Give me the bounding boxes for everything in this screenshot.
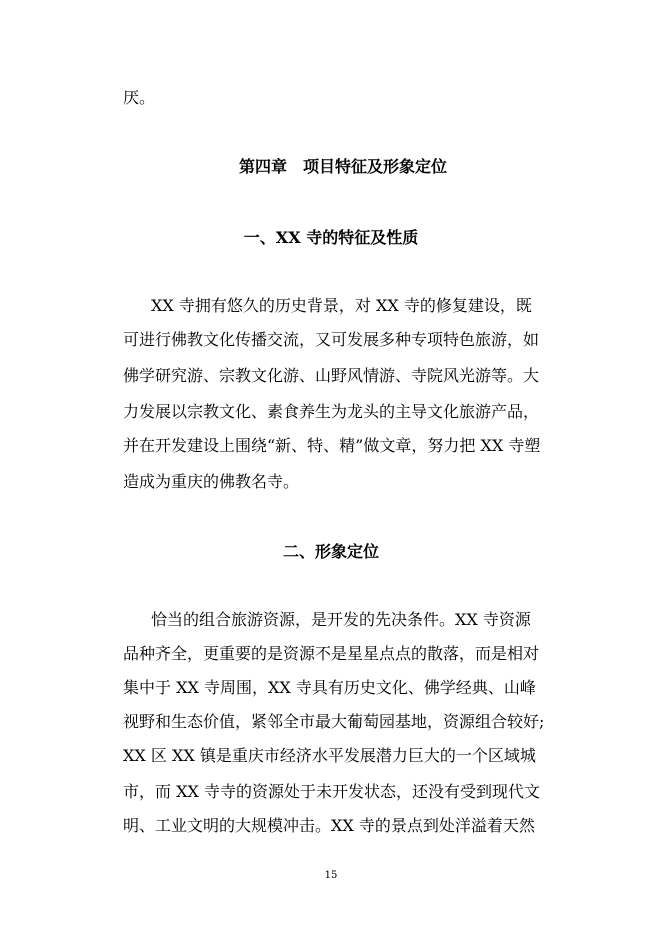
section-1-title: 一、XX 寺的特征及性质 (243, 228, 419, 247)
section-2-paragraph-line: 视野和生态价值，紧邻全市最大葡萄园基地，资源组合较好; (123, 712, 545, 731)
chapter-title: 第四章 项目特征及形象定位 (238, 157, 447, 176)
section-1-paragraph-line: 并在开发建设上围绕“新、特、精”做文章，努力把 XX 寺塑 (123, 436, 541, 455)
section-2-paragraph-line: 集中于 XX 寺周围，XX 寺具有历史文化、佛学经典、山峰 (123, 678, 536, 697)
page-number: 15 (324, 870, 338, 881)
section-2-paragraph-line: 品种齐全，更重要的是资源不是星星点点的散落，而是相对 (123, 644, 540, 663)
section-2-paragraph-line: 市，而 XX 寺寺的资源处于未开发状态，还没有受到现代文 (123, 782, 540, 801)
section-1-paragraph-line: 力发展以宗教文化、素食养生为龙头的主导文化旅游产品， (123, 402, 540, 421)
section-2-title: 二、形象定位 (282, 542, 379, 561)
section-2-paragraph-line: XX 区 XX 镇是重庆市经济水平发展潜力巨大的一个区域城 (123, 746, 536, 765)
section-1-paragraph-line: 佛学研究游、宗教文化游、山野风情游、寺院风光游等。大 (123, 366, 540, 385)
carryover-text-line: 厌。 (123, 88, 156, 107)
section-2-paragraph-line: 明、工业文明的大规模冲击。XX 寺的景点到处洋溢着天然 (123, 816, 535, 835)
section-2-paragraph-line: 恰当的组合旅游资源，是开发的先决条件。XX 寺资源 (151, 610, 531, 629)
section-1-paragraph-line: XX 寺拥有悠久的历史背景，对 XX 寺的修复建设，既 (151, 296, 532, 315)
section-1-paragraph-line: 造成为重庆的佛教名寺。 (123, 472, 300, 491)
section-1-paragraph-line: 可进行佛教文化传播交流，又可发展多种专项特色旅游，如 (123, 330, 540, 349)
